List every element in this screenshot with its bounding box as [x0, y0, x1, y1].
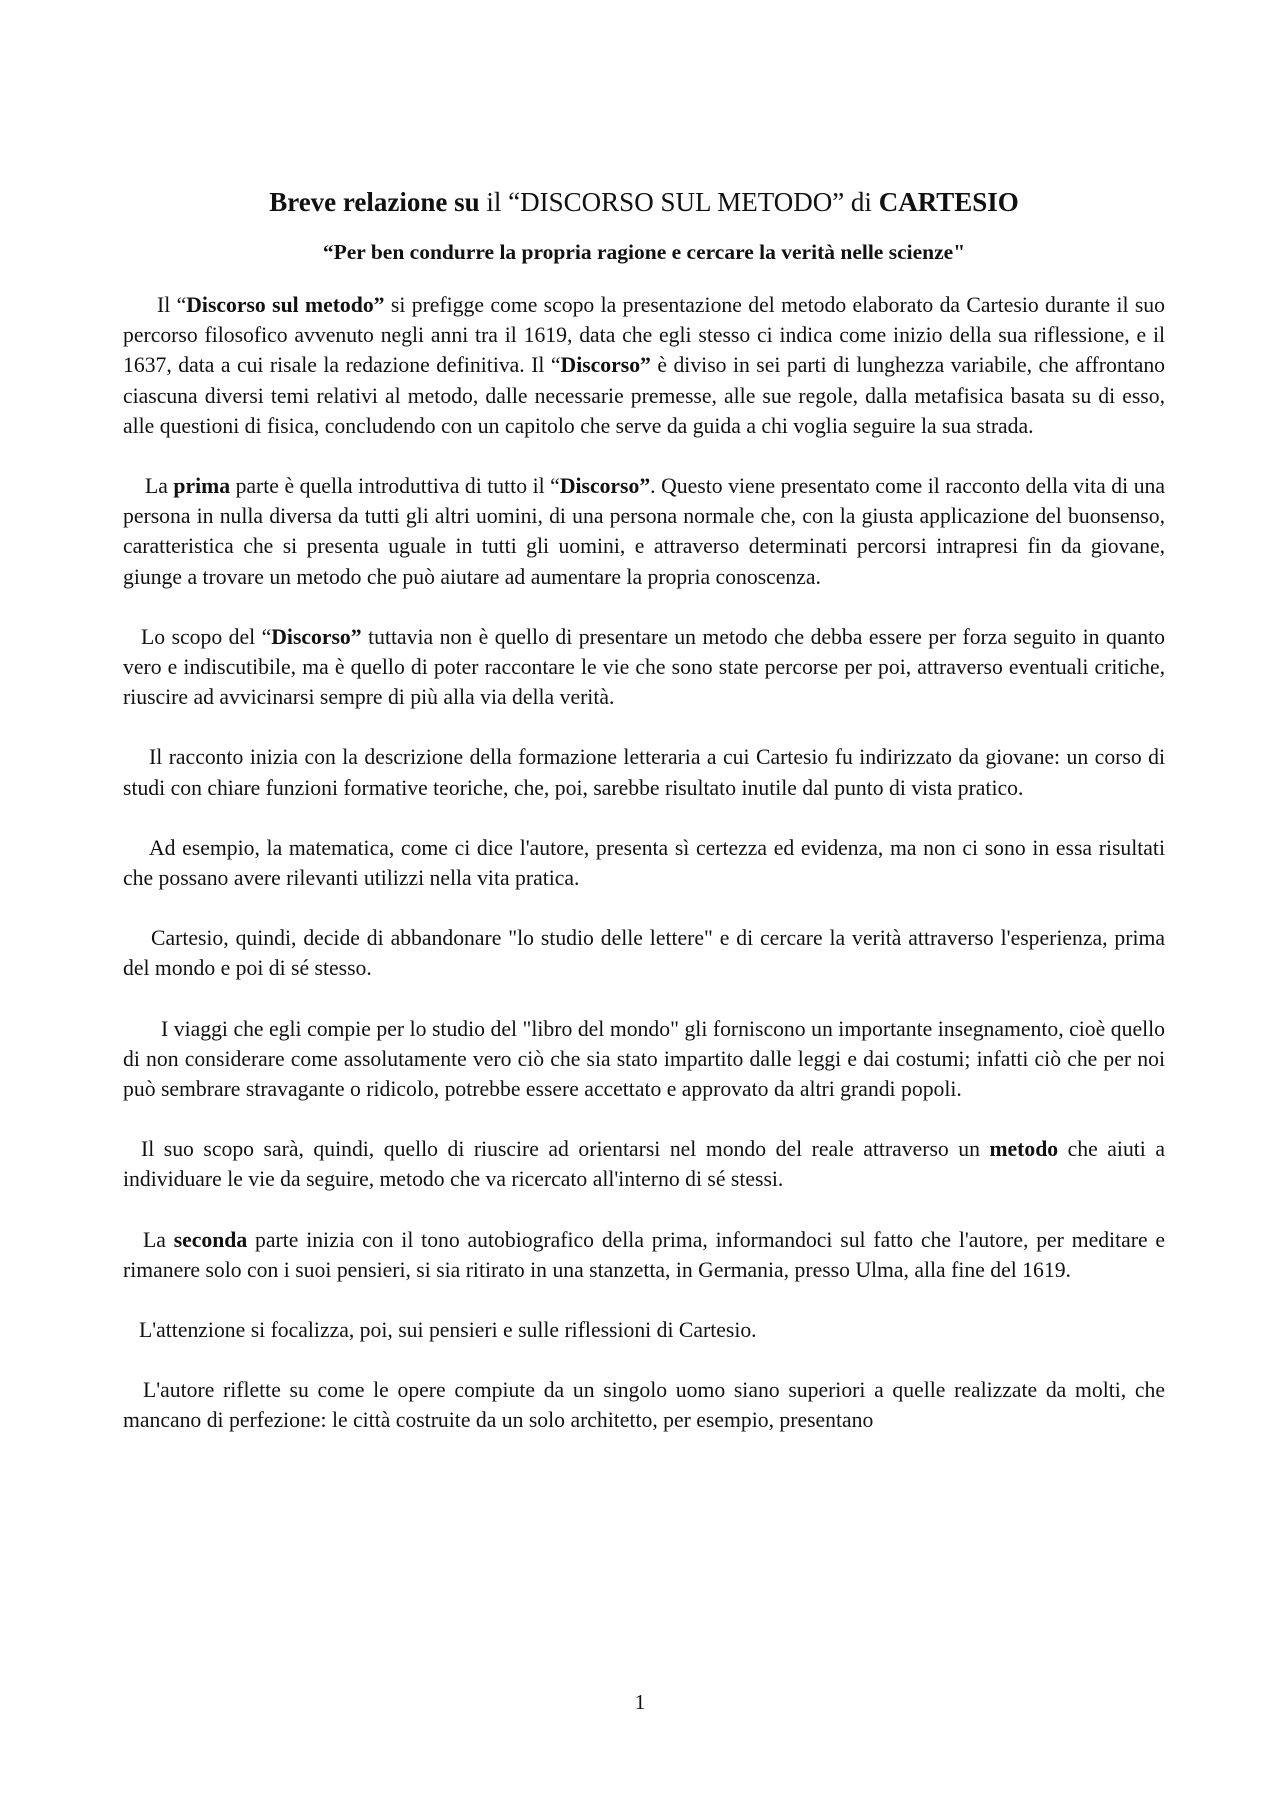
paragraph-segment: tuttavia non è quello di presentare un metodo che debba essere per forza seguito in quanto vero e indiscutibile, ma è quello di poter raccontare le vie che sono state percorse per poi, attraverso eventuali critiche, riuscire ad avvicinarsi sempre di più alla via della verità. [123, 624, 1165, 710]
paragraph-segment-bold: Discorso” [560, 353, 651, 378]
paragraph-segment: Il suo scopo sarà, quindi, quello di riuscire ad orientarsi nel mondo del reale attraverso un [141, 1137, 990, 1162]
title-part-4: ” di [832, 187, 879, 217]
paragraph-segment: I viaggi che egli compie per lo studio del "libro del mondo" gli forniscono un importante insegnamento, cioè quello di non considerare come assolutamente vero ciò che sia stato impartito dalle leggi e dai costumi; infatti ciò che per noi può sembrare stravagante o ridicolo, potrebbe essere accettato e approvato da altri grandi popoli. [123, 1016, 1165, 1102]
paragraph-abandon-letters [123, 923, 1165, 983]
paragraph-first-part [123, 471, 1165, 592]
paragraph-mathematics [123, 833, 1165, 893]
title-part-1: Breve relazione su [269, 187, 480, 217]
paragraph-segment: . Questo viene presentato come il racconto della vita di una persona in nulla diversa da tutti gli altri uomini, di una persona normale che, con la giusta applicazione del buonsenso, caratteristica che si presenta uguale in tutti gli uomini, e attraverso determinati percorsi intrapresi fin da giovane, giunge a trovare un metodo che può aiutare ad aumentare la propria conoscenza. [123, 474, 1166, 589]
paragraph-story [123, 742, 1165, 802]
document-content [123, 183, 1165, 1436]
paragraph-segment-bold: Discorso sul metodo” [186, 293, 385, 317]
title-part-3: DISCORSO SUL METODO [520, 187, 833, 217]
title-part-5: CARTESIO [878, 187, 1019, 217]
paragraph-segment: Cartesio, quindi, decide di abbandonare "lo studio delle lettere" e di cercare la verità attraverso l'esperienza, prima del mondo e poi di sé stesso. [123, 926, 1165, 981]
paragraph-segment: parte è quella introduttiva di tutto il “ [230, 474, 560, 499]
document-body [123, 290, 1165, 1436]
paragraph-segment: Il racconto inizia con la descrizione della formazione letteraria a cui Cartesio fu indirizzato da giovane: un corso di studi con chiare funzioni formative teoriche, che, poi, sarebbe risultato inutile dal punto di vista pratico. [123, 745, 1165, 800]
paragraph-segment: La [143, 1227, 174, 1252]
paragraph-author-reflection [123, 1375, 1165, 1435]
paragraph-travels [123, 1014, 1165, 1105]
paragraph-intro [123, 290, 1165, 441]
paragraph-segment-bold: prima [173, 474, 231, 499]
paragraph-segment: è diviso in sei parti di lunghezza variabile, che affrontano ciascuna diversi temi relativi al metodo, dalle necessarie premesse, alle sue regole, dalla metafisica basata su di esso, alle questioni di fisica, concludendo con un capitolo che serve da guida a chi voglia seguire la sua strada. [123, 353, 1166, 438]
paragraph-attention [123, 1315, 1165, 1345]
paragraph-segment: parte inizia con il tono autobiografico della prima, informandoci sul fatto che l'autore, per meditare e rimanere solo con i suoi pensieri, si sia ritirato in una stanzetta, in Germania, presso Ulma, alla fine del 1619. [123, 1227, 1166, 1282]
paragraph-segment: Ad esempio, la matematica, come ci dice l'autore, presenta sì certezza ed evidenza, ma non ci sono in essa risultati che possano avere rilevanti utilizzi nella vita pratica. [123, 835, 1165, 891]
paragraph-segment-bold: seconda [173, 1227, 248, 1252]
paragraph-segment: L'attenzione si focalizza, poi, sui pensieri e sulle riflessioni di Cartesio. [139, 1318, 757, 1343]
paragraph-segment: Il “ [157, 293, 187, 317]
paragraph-segment-bold: Discorso” [271, 624, 362, 649]
title-part-2: il “ [479, 187, 521, 217]
paragraph-segment: La [145, 474, 174, 499]
paragraph-segment: L'autore riflette su come le opere compiute da un singolo uomo siano superiori a quelle realizzate da molti, che mancano di perfezione: le città costruite da un solo architetto, per esempio, presentano [123, 1378, 1165, 1433]
paragraph-segment: si prefigge come scopo la presentazione del metodo elaborato da Cartesio durante il suo percorso filosofico avvenuto negli anni tra il 1619, data che egli stesso ci indica come inizio della sua riflessione, e il 1637, data a cui risale la redazione definitiva. Il “ [123, 293, 1165, 378]
paragraph-segment-bold: Discorso” [559, 474, 651, 499]
paragraph-purpose [123, 622, 1165, 713]
paragraph-method [123, 1134, 1165, 1194]
paragraph-second-part [123, 1225, 1165, 1285]
document-subtitle: “Per ben condurre la propria ragione e cercare la verità nelle scienze" [322, 240, 966, 264]
page-number: 1 [634, 1690, 646, 1714]
paragraph-segment: Lo scopo del “ [141, 624, 272, 649]
paragraph-segment: che aiuti a individuare le vie da seguire, metodo che va ricercato all'interno di sé stessi. [123, 1137, 1165, 1192]
paragraph-segment-bold: metodo [989, 1137, 1059, 1162]
document-title [123, 183, 1165, 221]
